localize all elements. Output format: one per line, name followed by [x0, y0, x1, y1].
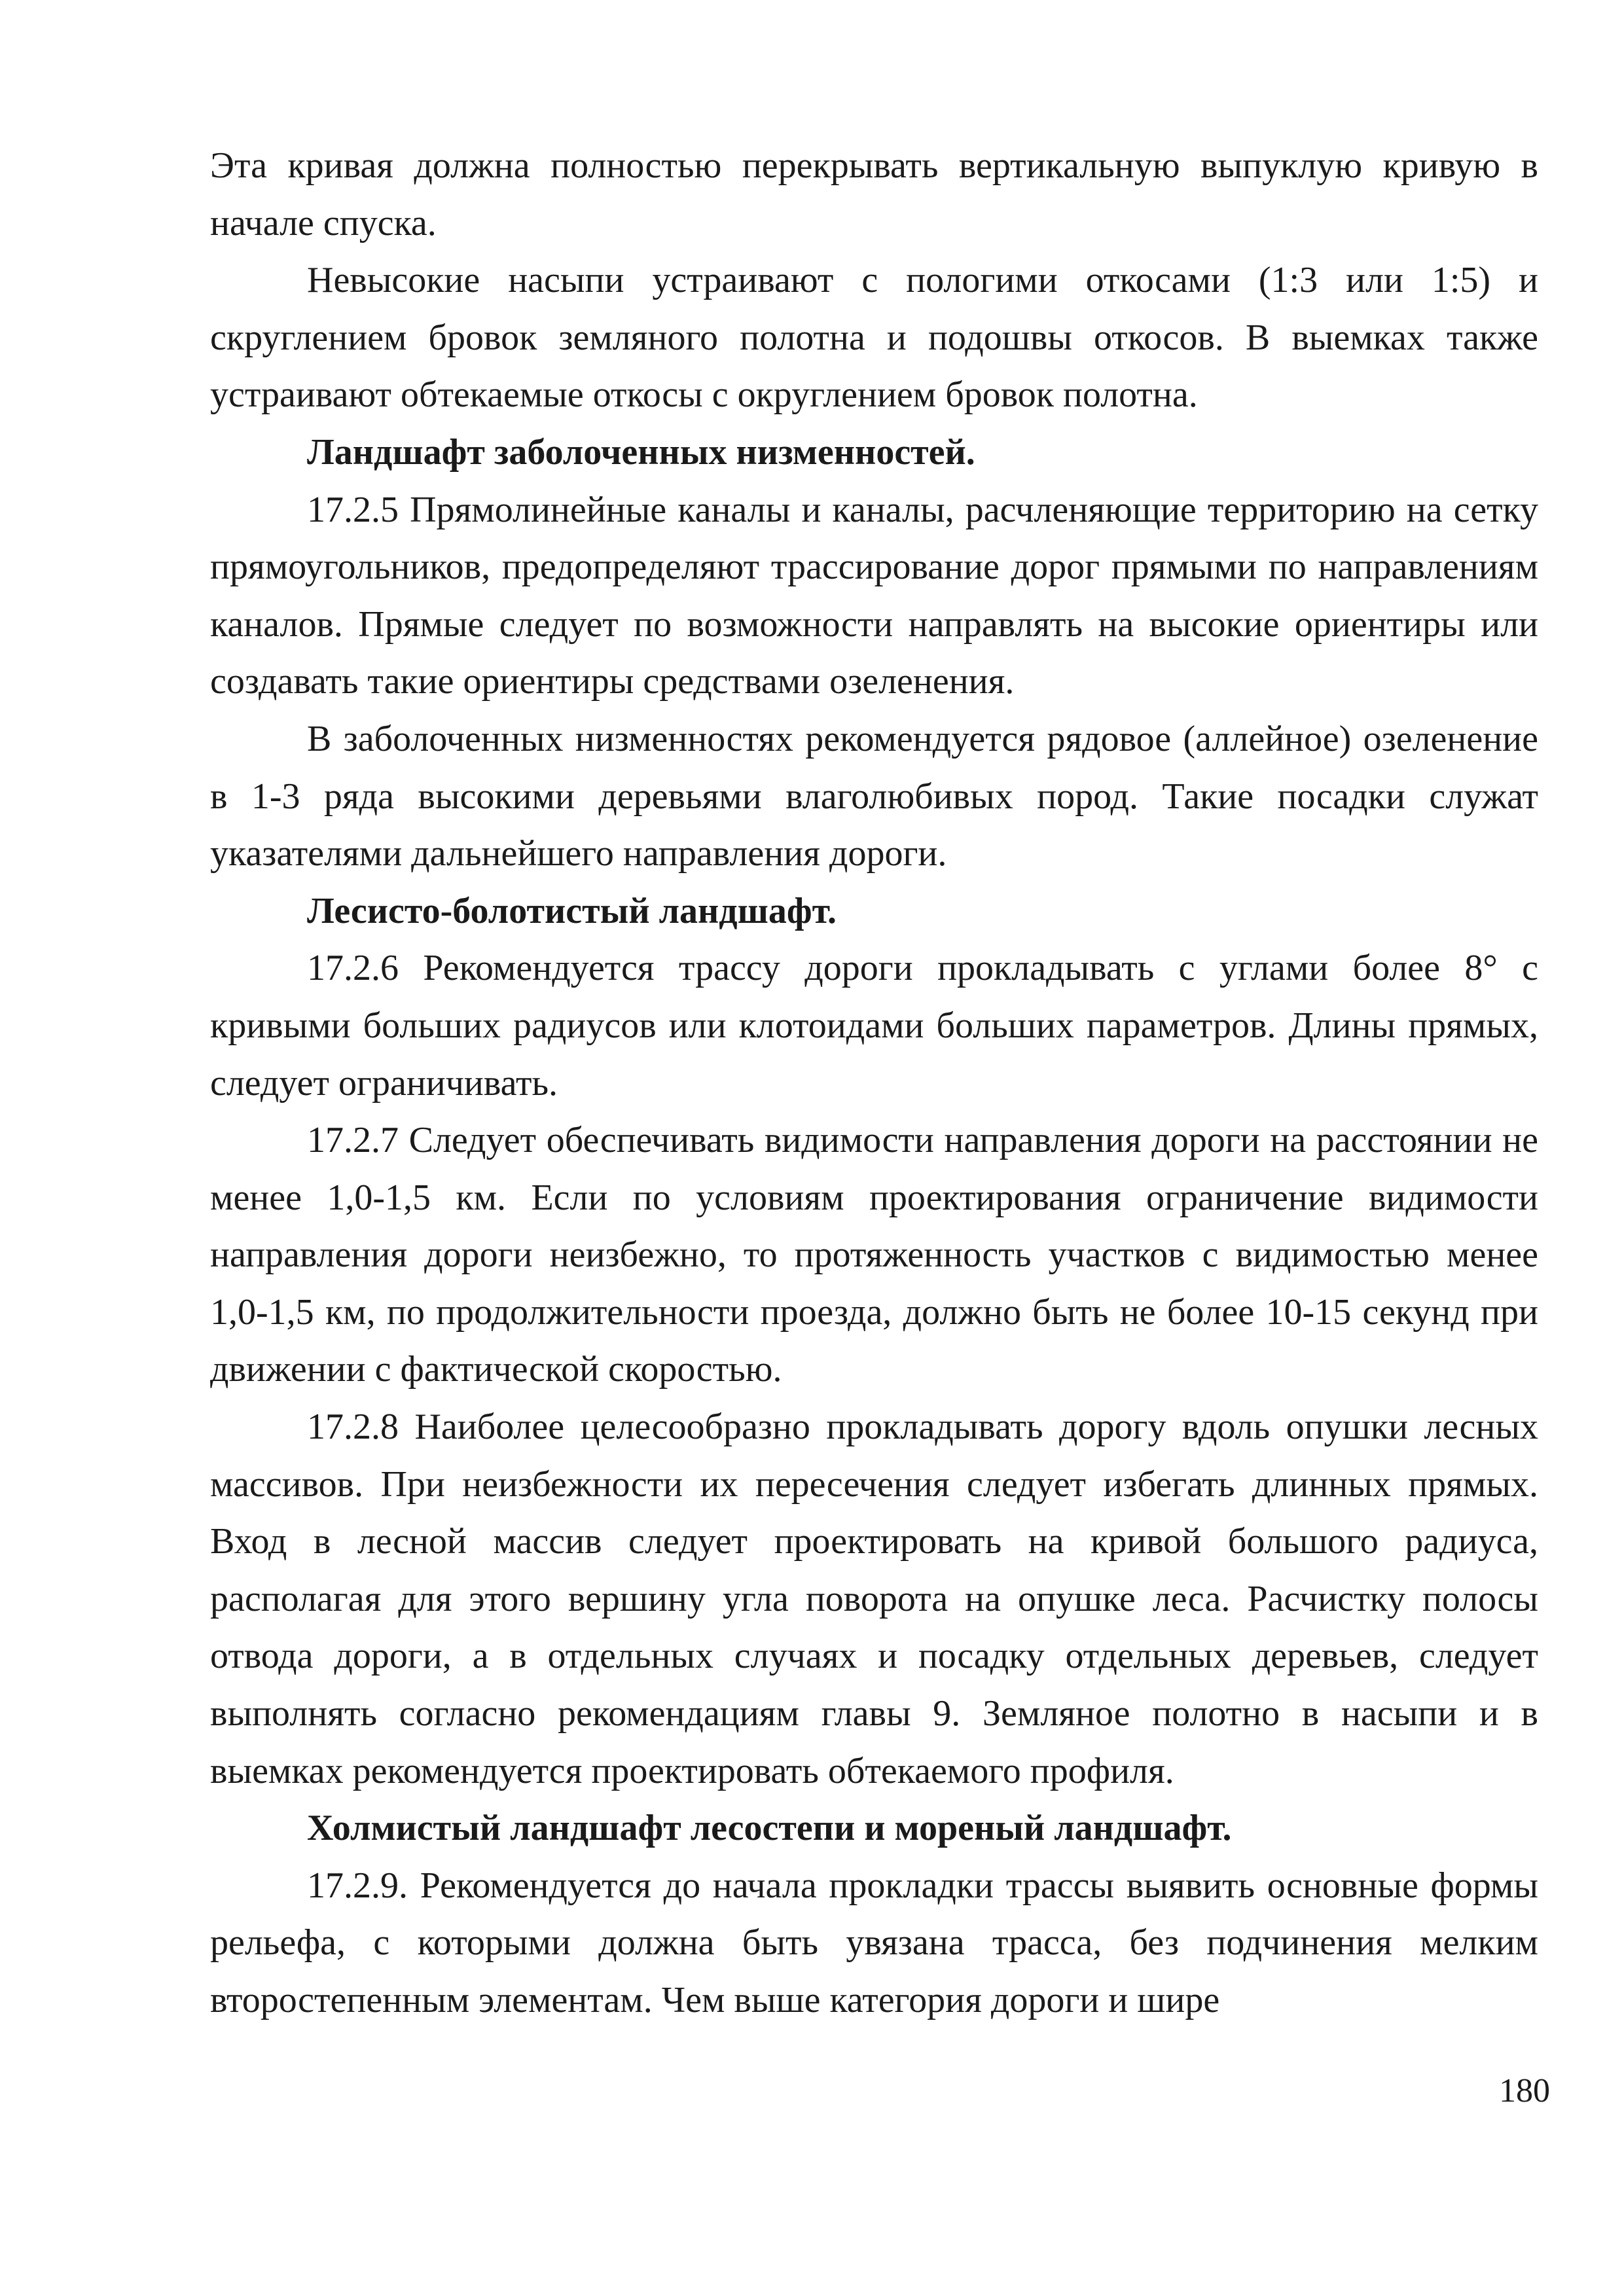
paragraph-17-2-7: 17.2.7 Следует обеспечивать видимости направления дороги на расстоянии не менее 1,0-1,5 км. Если по условиям проектирования ограничение видимости направления дороги неизбежно, то протяженность участков с видимостью менее 1,0-1,5 км, по продолжительности проезда, должно быть не более 10-15 секунд при движении с фактической скоростью.	[210, 1120, 1538, 1390]
heading-forest-swamp: Лесисто-болотистый ландшафт.	[307, 890, 837, 931]
document-page	[210, 137, 1538, 2030]
paragraph-low-embankments: Невысокие насыпи устраивают с пологими откосами (1:3 или 1:5) и скруглением бровок земляного полотна и подошвы откосов. В выемках также устраивают обтекаемые откосы с округлением бровок полотна.	[210, 260, 1538, 416]
paragraph-17-2-8: 17.2.8 Наиболее целесообразно прокладывать дорогу вдоль опушки лесных массивов. При неизбежности их пересечения следует избегать длинных прямых. Вход в лесной массив следует проектировать на кривой большого радиуса, располагая для этого вершину угла поворота на опушке леса. Расчистку полосы отвода дороги, а в отдельных случаях и посадку отдельных деревьев, следует выполнять согласно рекомендациям главы 9. Земляное полотно в насыпи и в выемках рекомендуется проектировать обтекаемого профиля.	[210, 1407, 1538, 1791]
heading-swampy-lowlands: Ландшафт заболоченных низменностей.	[307, 431, 975, 473]
paragraph-swampy-greenery: В заболоченных низменностях рекомендуется рядовое (аллейное) озеленение в 1-3 ряда высокими деревьями влаголюбивых пород. Такие посадки служат указателями дальнейшего направления дороги.	[210, 718, 1538, 874]
paragraph-curve-overlap: Эта кривая должна полностью перекрывать вертикальную выпуклую кривую в начале спуска.	[210, 145, 1538, 243]
paragraph-17-2-6: 17.2.6 Рекомендуется трассу дороги прокладывать с углами более 8° с кривыми больших радиусов или клотоидами больших параметров. Длины прямых, следует ограничивать.	[210, 948, 1538, 1103]
paragraph-17-2-5: 17.2.5 Прямолинейные каналы и каналы, расчленяющие территорию на сетку прямоугольников, предопределяют трассирование дорог прямыми по направлениям каналов. Прямые следует по возможности направлять на высокие ориентиры или создавать такие ориентиры средствами озеленения.	[210, 489, 1538, 702]
heading-hilly-forest-steppe: Холмистый ландшафт лесостепи и мореный ландшафт.	[307, 1808, 1232, 1849]
paragraph-17-2-9: 17.2.9. Рекомендуется до начала прокладки трассы выявить основные формы рельефа, с которыми должна быть увязана трасса, без подчинения мелким второстепенным элементам. Чем выше категория дороги и шире	[210, 1865, 1538, 2020]
page-number: 180	[1499, 2072, 1550, 2109]
